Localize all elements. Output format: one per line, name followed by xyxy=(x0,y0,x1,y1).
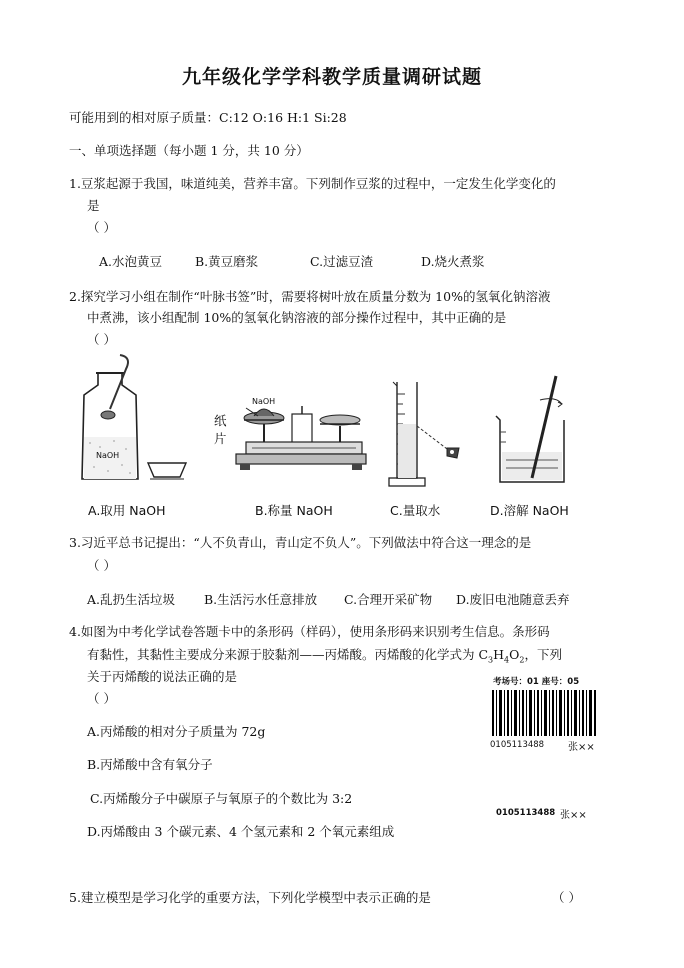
question-2-text: 2.探究学习小组在制作“叶脉书签”时，需要将树叶放在质量分数为 10%的氢氧化钠溶液 xyxy=(69,289,551,304)
question-5-answer-blank[interactable]: （ ） xyxy=(552,890,581,905)
q4-option-a[interactable]: A.丙烯酸的相对分子质量为 72g xyxy=(87,724,266,739)
question-1-text-cont: 是 xyxy=(87,198,100,213)
q1-option-c[interactable]: C.过滤豆渣 xyxy=(310,254,374,269)
naoh-bottle-label: NaOH xyxy=(96,451,120,460)
q1-option-a[interactable]: A.水泡黄豆 xyxy=(99,254,163,269)
q3-option-d[interactable]: D.废旧电池随意丢弃 xyxy=(456,592,570,607)
figure-a-reagent-bottle xyxy=(70,355,200,495)
q2-option-b[interactable]: B.称量 NaOH xyxy=(255,503,333,518)
question-5-text: 5.建立模型是学习化学的重要方法，下列化学模型中表示正确的是 xyxy=(69,890,431,905)
barcode-header: 考场号：01 座号：05 xyxy=(493,677,580,687)
page-title: 九年级化学学科教学质量调研试题 xyxy=(182,66,483,88)
section-heading: 一、单项选择题（每小题 1 分，共 10 分） xyxy=(69,143,309,158)
q2-option-a[interactable]: A.取用 NaOH xyxy=(88,503,166,518)
q1-option-b[interactable]: B.黄豆磨浆 xyxy=(195,254,259,269)
q1-option-d[interactable]: D.烧火煮浆 xyxy=(421,254,485,269)
question-4-text: 4.如图为中考化学试卷答题卡中的条形码（样码），使用条形码来识别考生信息。条形码 xyxy=(69,624,550,639)
barcode2-name: 张×× xyxy=(560,810,587,821)
question-2-answer-blank[interactable]: （ ） xyxy=(87,332,116,347)
q3-option-a[interactable]: A.乱扔生活垃圾 xyxy=(87,592,176,607)
question-4-text-cont2: 关于丙烯酸的说法正确的是 xyxy=(87,669,238,684)
question-3-answer-blank[interactable]: （ ） xyxy=(87,558,116,573)
question-4-answer-blank[interactable]: （ ） xyxy=(87,691,116,706)
barcode-image xyxy=(490,690,600,736)
q3-option-b[interactable]: B.生活污水任意排放 xyxy=(204,592,318,607)
q4-option-d[interactable]: D.丙烯酸由 3 个碳元素、4 个氢元素和 2 个氧元素组成 xyxy=(87,824,395,839)
q4-option-c[interactable]: C.丙烯酸分子中碳原子与氧原子的个数比为 3:2 xyxy=(90,791,353,806)
q3-option-c[interactable]: C.合理开采矿物 xyxy=(344,592,433,607)
question-4-text-cont: 有黏性，其黏性主要成分来源于胶黏剂——丙烯酸。丙烯酸的化学式为 $C_3H_4O_2$，下列 xyxy=(87,647,562,665)
figure-c-graduated-cylinder xyxy=(385,378,475,493)
figure-b-balance xyxy=(222,380,372,480)
barcode2-number: 0105113488 xyxy=(496,808,556,818)
q4-option-b[interactable]: B.丙烯酸中含有氧分子 xyxy=(87,757,213,772)
atomic-mass-line: 可能用到的相对原子质量：C:12 O:16 H:1 Si:28 xyxy=(69,110,347,125)
q2-option-c[interactable]: C.量取水 xyxy=(390,503,441,518)
question-1-answer-blank[interactable]: （ ） xyxy=(87,220,116,235)
barcode-number: 0105113488 xyxy=(490,740,545,750)
paper-label-1: 纸 xyxy=(214,413,227,428)
question-1-text: 1.豆浆起源于我国，味道纯美，营养丰富。下列制作豆浆的过程中，一定发生化学变化的 xyxy=(69,176,556,191)
naoh-balance-label: NaOH xyxy=(252,397,276,406)
figure-d-beaker xyxy=(488,372,578,492)
barcode-name: 张×× xyxy=(568,742,595,753)
question-2-text-cont: 中煮沸，该小组配制 10%的氢氧化钠溶液的部分操作过程中，其中正确的是 xyxy=(87,310,507,325)
paper-label-2: 片 xyxy=(214,431,227,446)
question-3-text: 3.习近平总书记提出：“人不负青山，青山定不负人”。下列做法中符合这一理念的是 xyxy=(69,535,532,550)
q2-option-d[interactable]: D.溶解 NaOH xyxy=(490,503,569,518)
